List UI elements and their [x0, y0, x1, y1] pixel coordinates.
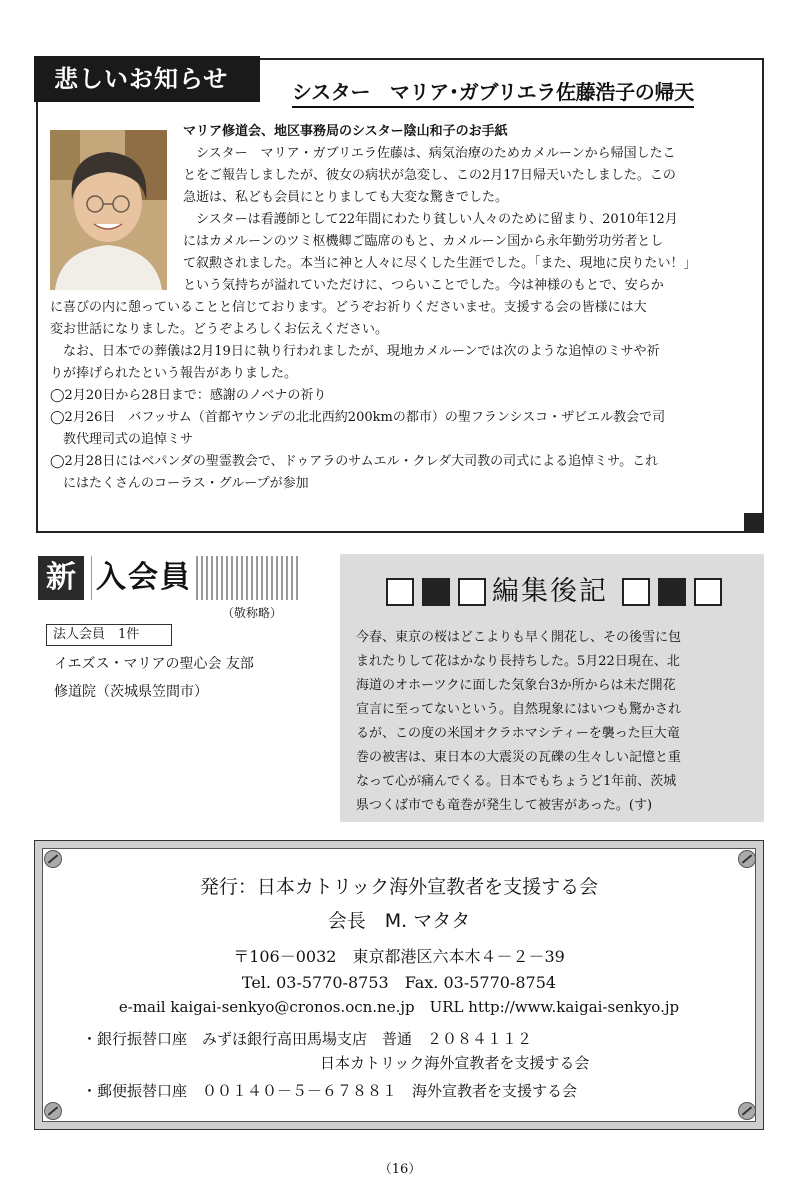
publisher-contact-links[interactable]: e-mail kaigai-senkyo@cronos.ocn.ne.jp URL http://www.kaigai-senkyo.jp	[118, 998, 680, 1016]
bank-transfer-line: ・銀行振替口座 みずほ銀行高田馬場支店 普通 ２０８４１１２	[82, 1030, 533, 1048]
editor-postscript-title: 編集後記	[492, 576, 608, 607]
pencil-icon	[386, 578, 414, 606]
editor-line: なって心が痛んでくる。日本でもちょうど1年前、茨城	[356, 774, 677, 789]
screw-icon	[738, 1102, 756, 1120]
editor-line: るが、この度の米国オクラホマシティーを襲った巨大竜	[356, 726, 680, 741]
letter-line: シスター マリア・ガブリエラ佐藤は、病気治療のためカメルーンから帰国したこ	[183, 146, 676, 161]
letter-line: シスターは看護師として22年間にわたり貧しい人々のために留まり、2010年12月	[183, 212, 678, 227]
memorial-item: ◯2月20日から28日まで：感謝のノベナの祈り	[50, 388, 327, 403]
letter-line: て叙勲されました。本当に神と人々に尽くした生涯でした。｢また、現地に戻りたい！｣	[183, 256, 691, 271]
page-number: （16）	[378, 1162, 422, 1177]
member-line: 修道院（茨城県笠間市）	[54, 684, 208, 700]
screw-icon	[738, 850, 756, 868]
screw-icon	[44, 850, 62, 868]
letter-line: 変お世話になりました。どうぞよろしくお伝えください。	[50, 322, 389, 337]
editor-line: 巻の被害は、東日本の大震災の瓦礫の生々しい記憶と重	[356, 750, 682, 765]
letter-line: に喜びの内に憩っていることと信じております。どうぞお祈りくださいませ。支援する会の皆様には大	[50, 300, 647, 315]
memorial-item: 教代理司式の追悼ミサ	[50, 432, 194, 447]
postal-transfer-line: ・郵便振替口座 ００１４０－５－６７８８１ 海外宣教者を支援する会	[82, 1082, 578, 1100]
pencil-icon	[422, 578, 450, 606]
letter-heading: マリア修道会、地区事務局のシスター陰山和子のお手紙	[183, 124, 508, 139]
new-members-heading: 入会員	[92, 556, 196, 600]
editor-line: 宣言に至ってないという。自然現象にはいつも驚かされ	[356, 702, 682, 717]
honorific-note: （敬称略）	[222, 606, 283, 620]
editor-line: 今春、東京の桜はどこよりも早く開花し、その後雪に包	[356, 630, 682, 645]
screw-icon	[44, 1102, 62, 1120]
pencil-icon	[694, 578, 722, 606]
memorial-item: にはたくさんのコーラス・グループが参加	[50, 476, 309, 491]
letter-line: にはカメルーンのツミ枢機卿ご臨席のもと、カメルーン国から永年勤労功労者とし	[183, 234, 664, 249]
letter-line: なお、日本での葬儀は2月19日に執り行われましたが、現地カメルーンでは次のような追悼のミサや祈	[50, 344, 660, 359]
publisher-title: 発行：日本カトリック海外宣教者を支援する会	[199, 876, 599, 898]
new-members-heading-first: 新	[38, 556, 84, 600]
pencil-icon	[658, 578, 686, 606]
publisher-address: 〒106－0032 東京都港区六本木４－２－39	[233, 947, 565, 966]
memorial-item: ◯2月26日 バフッサム（首都ヤウンデの北北西約200kmの都市）の聖フランシスコ・ザビエル教会で司	[50, 410, 666, 425]
sad-news-title: シスター マリア･ガブリエラ佐藤浩子の帰天	[292, 76, 694, 108]
letter-line: りが捧げられたという報告がありました。	[50, 366, 298, 381]
sad-news-label: 悲しいお知らせ	[34, 56, 260, 102]
sister-portrait-photo	[50, 130, 167, 290]
member-line: イエズス・マリアの聖心会 友部	[54, 656, 254, 672]
pencil-icon	[458, 578, 486, 606]
publisher-president: 会長 M. マタタ	[327, 910, 471, 932]
memorial-item: ◯2月28日にはベパンダの聖霊教会で、ドゥアラのサムエル・クレダ大司教の司式による追悼ミサ。これ	[50, 454, 659, 469]
corporate-member-badge: 法人会員 1件	[46, 624, 172, 646]
letter-line: とをご報告しましたが、彼女の病状が急変し、この2月17日帰天いたしました。この	[183, 168, 676, 183]
editor-line: 海道のオホーツクに面した気象台3か所からは未だ開花	[356, 678, 676, 693]
pencil-icon	[622, 578, 650, 606]
corner-mark	[744, 513, 762, 531]
bank-account-name: 日本カトリック海外宣教者を支援する会	[320, 1054, 590, 1072]
letter-line: 急逝は、私ども会員にとりましても大変な驚きでした。	[183, 190, 509, 205]
publisher-phone: Tel. 03-5770-8753 Fax. 03-5770-8754	[241, 973, 557, 992]
editor-line: まれたりして花はかなり長持ちした。5月22日現在、北	[356, 654, 680, 669]
letter-line: という気持ちが溢れていただけに、つらいことでした。今は神様のもとで、安らか	[183, 278, 664, 293]
editor-line: 県つくば市でも竜巻が発生して被害があった。(す)	[356, 798, 653, 813]
